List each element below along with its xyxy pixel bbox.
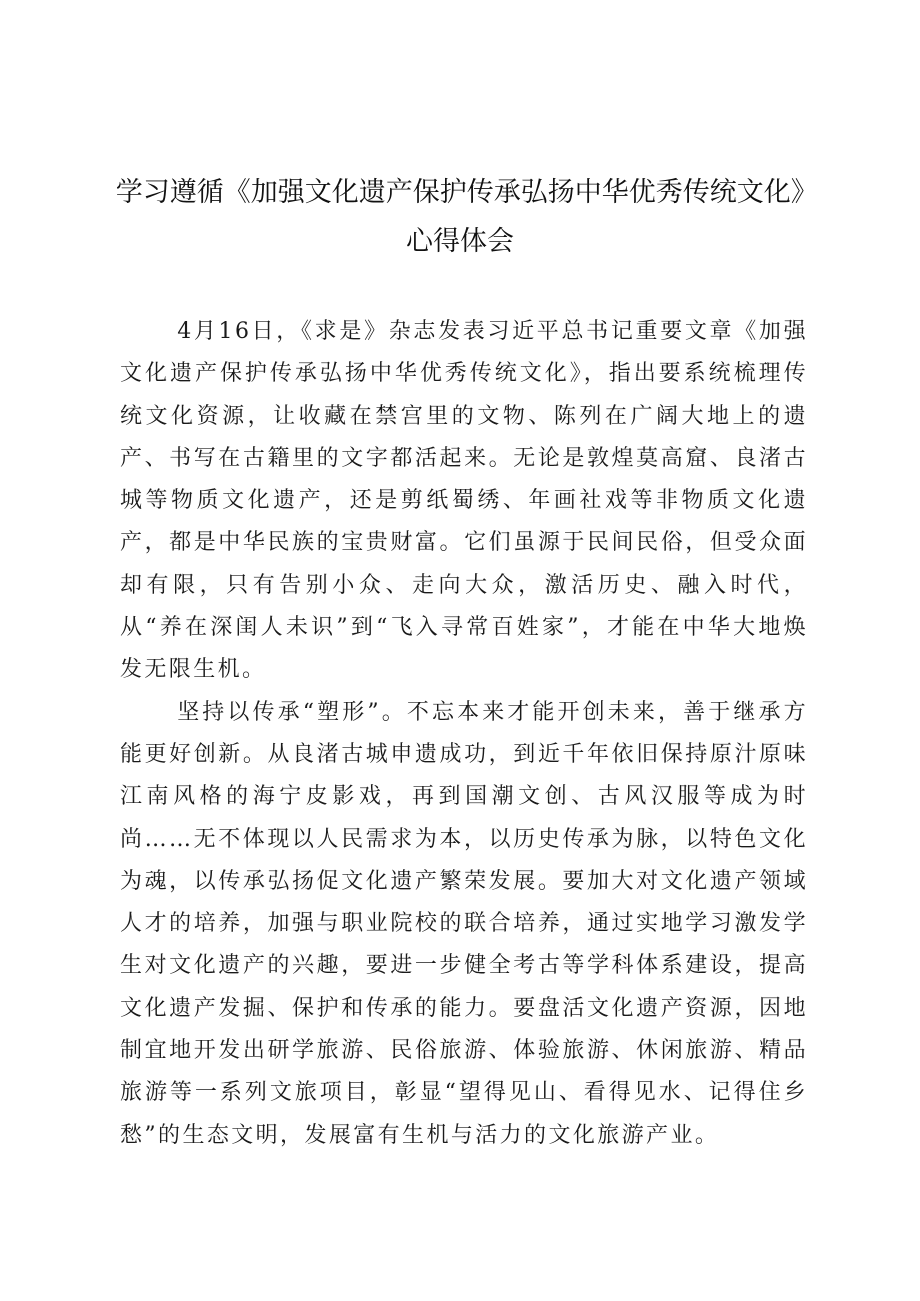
document-body: [120, 311, 808, 1157]
document-title: 学习遵循《加强文化遗产保护传承弘扬中华优秀传统文化》心得体会: [115, 177, 805, 257]
paragraph: 4月16日，《求是》杂志发表习近平总书记重要文章《加强文化遗产保护传承弘扬中华优秀传统文化》，指出要系统梳理传统文化资源，让收藏在禁宫里的文物、陈列在广阔大地上的遗产、书写在古籍里的文字都活起来。无论是敦煌莫高窟、良渚古城等物质文化遗产，还是剪纸蜀绣、年画社戏等非物质文化遗产，都是中华民族的宝贵财富。它们虽源于民间民俗，但受众面却有限，只有告别小众、走向大众，激活历史、融入时代，从“养在深闺人未识”到“飞入寻常百姓家”，才能在中华大地焕发无限生机。: [120, 319, 808, 683]
paragraph: 坚持以传承“塑形”。不忘本来才能开创未来，善于继承方能更好创新。从良渚古城申遗成功，到近千年依旧保持原汁原味江南风格的海宁皮影戏，再到国潮文创、古风汉服等成为时尚……无不体现以人民需求为本，以历史传承为脉，以特色文化为魂，以传承弘扬促文化遗产繁荣发展。要加大对文化遗产领域人才的培养，加强与职业院校的联合培养，通过实地学习激发学生对文化遗产的兴趣，要进一步健全考古等学科体系建设，提高文化遗产发掘、保护和传承的能力。要盘活文化遗产资源，因地制宜地开发出研学旅游、民俗旅游、体验旅游、休闲旅游、精品旅游等一系列文旅项目，彰显“望得见山、看得见水、记得住乡愁”的生态文明，发展富有生机与活力的文化旅游产业。: [120, 699, 808, 1148]
